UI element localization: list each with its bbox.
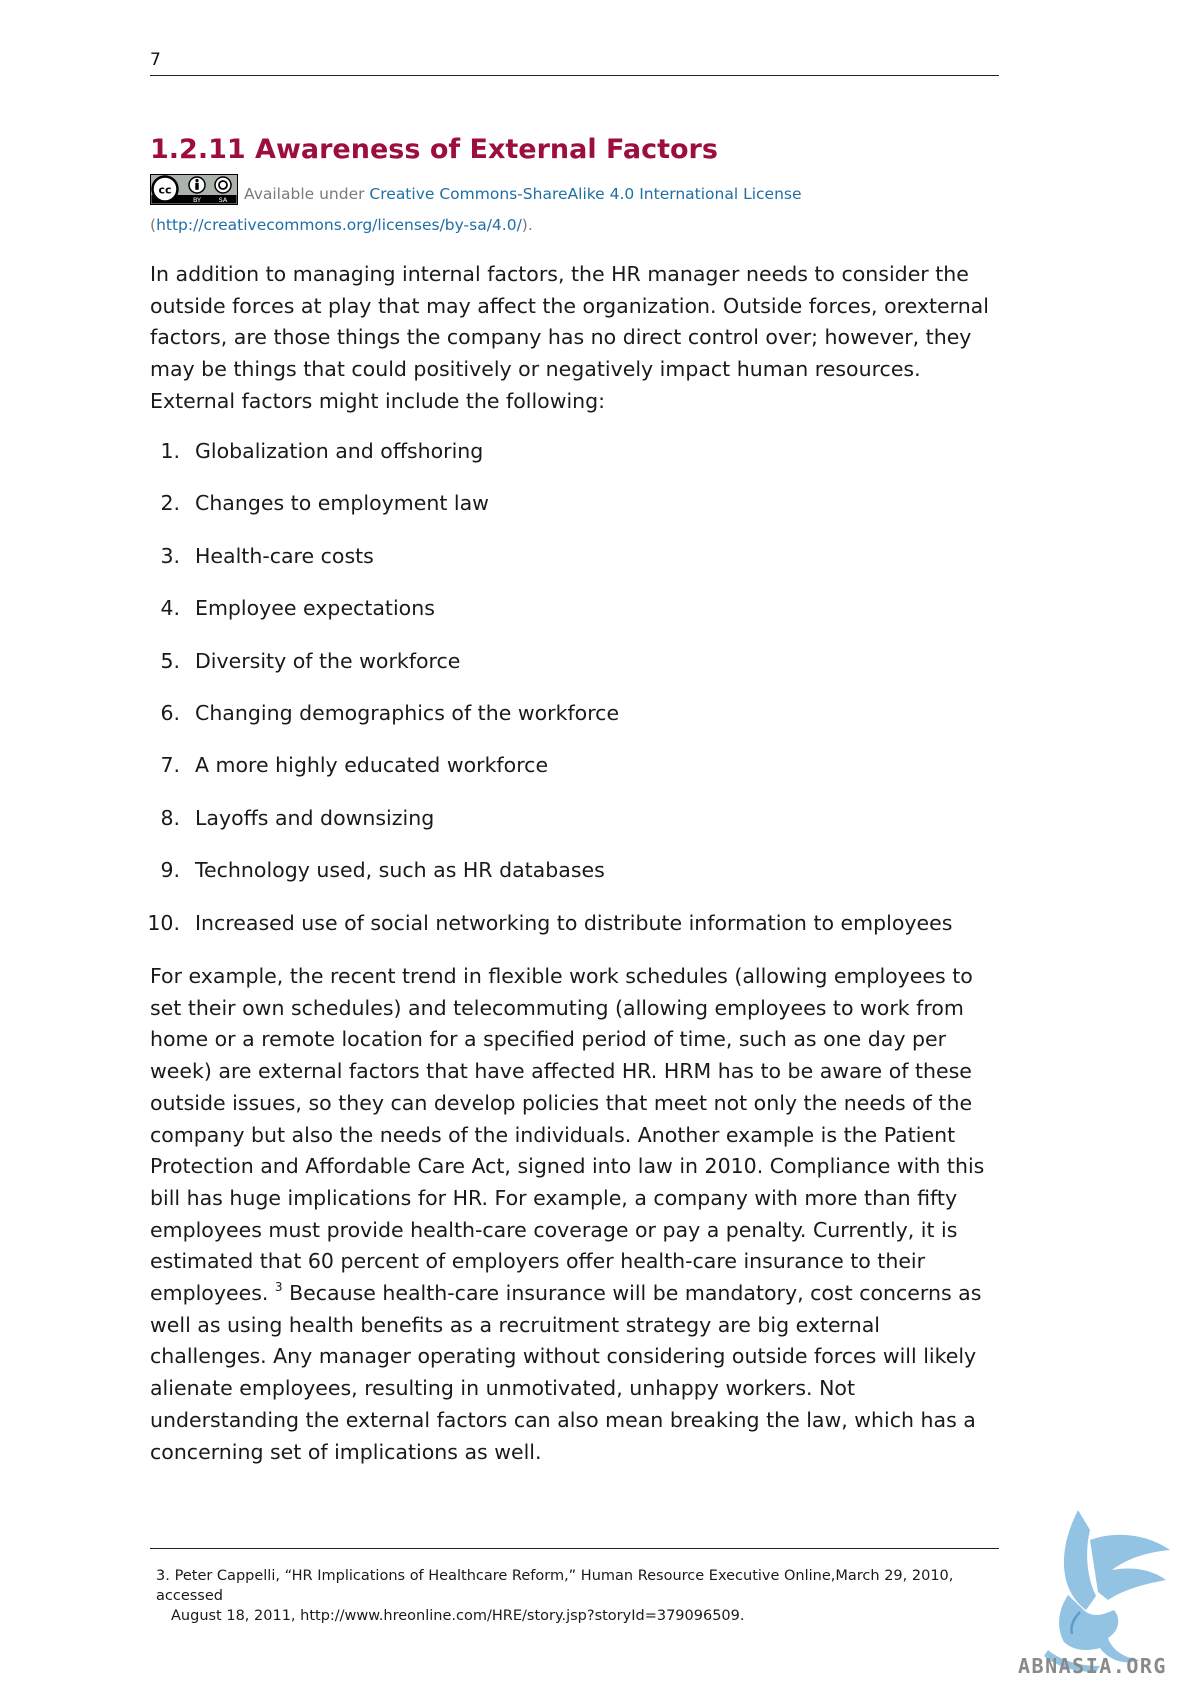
list-item [150, 593, 1010, 645]
footnote-divider [150, 1548, 999, 1549]
by-badge-label: BY [192, 196, 202, 204]
license-url-link[interactable]: http://creativecommons.org/licenses/by-sa/4.0/ [156, 216, 522, 234]
list-item [150, 750, 1010, 802]
footnote-number: 3. [156, 1568, 170, 1584]
list-item [150, 646, 1010, 698]
list-item [147, 908, 1010, 960]
list-item-number: 7. [160, 753, 180, 778]
list-item-number: 9. [160, 858, 180, 883]
list-item-number: 4. [160, 596, 180, 621]
list-item-number: 6. [160, 700, 180, 725]
example-paragraph [150, 961, 1002, 1468]
footnote-line-1: Peter Cappelli, “HR Implications of Healthcare Reform,” Human Resource Executive Online,March 29, 2010, accessed [156, 1568, 954, 1604]
list-item-text: A more highly educated workforce [195, 753, 549, 778]
footnote-line-2: August 18, 2011, http://www.hreonline.com/HRE/story.jsp?storyId=379096509. [171, 1608, 745, 1624]
list-item-number: 1. [160, 439, 180, 463]
footnote-reference[interactable]: 3 [274, 1280, 283, 1295]
list-item-number: 10. [147, 910, 180, 935]
list-item-text: Employee expectations [195, 596, 435, 621]
license-close-paren: ). [521, 216, 533, 234]
license-link[interactable]: Creative Commons-ShareAlike 4.0 International License [369, 185, 802, 203]
sa-badge-label: SA [218, 196, 228, 204]
example-text-before-ref: For example, the recent trend in flexible work schedules (allowing employees to set their own schedules) and telecommuting (allowing employees to work from home or a remote location for a specified period of time, such as one day per week) are external factors that have affected HR. HRM has to be aware of these outside issues, so they can develop policies that meet not only the needs of the company but also the needs of the individuals. Another example is the Patient Protection and Affordable Care Act, signed into law in 2010. Compliance with this bill has huge implications for HR. For example, a company with more than fifty employees must provide health-care coverage or pay a penalty. Currently, it is estimated that 60 percent of employers offer health-care insurance to their employees. [150, 964, 985, 1306]
griffin-icon [1008, 1500, 1188, 1680]
list-item-number: 5. [160, 648, 180, 673]
example-text-after-ref: Because health-care insurance will be mandatory, cost concerns as well as using health benefits as a recruitment strategy are big external challenges. Any manager operating without considering outside forces will likely alienate employees, resulting in unmotivated, unhappy workers. Not understanding the external factors can also mean breaking the law, which has a concerning set of implications as well. [150, 1281, 982, 1464]
list-item [150, 855, 1010, 907]
list-item-text: Technology used, such as HR databases [195, 858, 605, 883]
license-open-paren: ( [150, 216, 157, 234]
section-title: 1.2.11 Awareness of External Factors [150, 134, 718, 165]
license-prefix: Available under [244, 185, 370, 203]
list-item-text: Increased use of social networking to distribute information to employees [195, 910, 953, 935]
list-item [150, 541, 1010, 593]
external-factors-list [147, 436, 1010, 960]
list-item-number: 3. [160, 543, 180, 568]
footnote [156, 1566, 986, 1626]
list-item-text: Changes to employment law [195, 491, 489, 516]
list-item [150, 436, 1010, 488]
list-item-text: Diversity of the workforce [195, 648, 461, 673]
list-item-text: Health-care costs [195, 543, 374, 568]
cc-by-sa-badge-icon[interactable] [150, 174, 238, 205]
header-divider [150, 75, 999, 76]
list-item [150, 488, 1010, 540]
watermark-text: ABNASIA.ORG [1018, 1654, 1167, 1678]
list-item-text: Layoffs and downsizing [195, 805, 435, 830]
intro-paragraph: In addition to managing internal factors, the HR manager needs to consider the outside forces at play that may affect the organization. Outside forces, orexternal factors, are those things the company has no direct control over; however, they may be things that could positively or negatively impact human resources. External factors might include the following: [150, 262, 989, 413]
license-notice [150, 174, 1010, 241]
list-item [150, 698, 1010, 750]
cc-badge-label: cc [158, 183, 172, 197]
list-item-text: Changing demographics of the workforce [195, 700, 620, 725]
list-item [150, 803, 1010, 855]
page-number: 7 [150, 50, 161, 70]
list-item-number: 8. [160, 805, 180, 830]
list-item-number: 2. [160, 491, 180, 516]
list-item-text: Globalization and offshoring [195, 439, 484, 463]
